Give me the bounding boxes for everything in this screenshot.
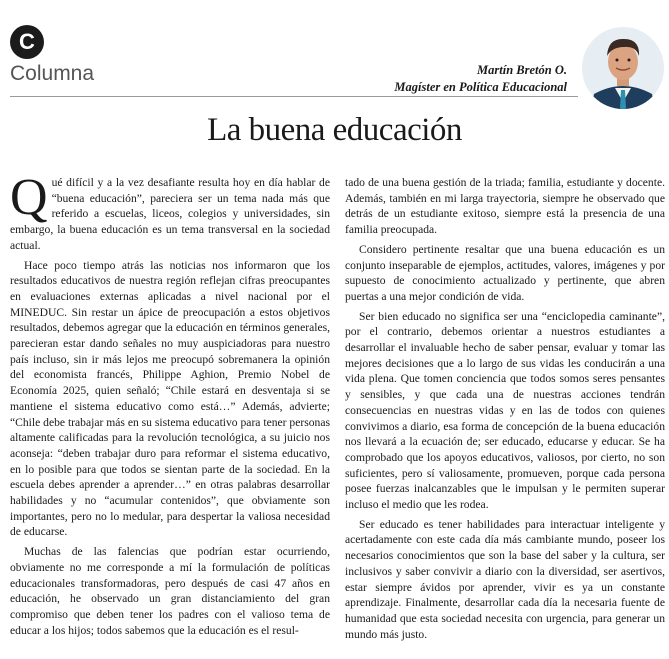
drop-cap: Q (10, 169, 48, 226)
article-paragraph (10, 169, 330, 254)
section-label: Columna (10, 62, 95, 85)
paragraph-text: ué difícil y a la vez desafiante resulta hoy en día hablar de “buena educación”, pareciera ser un tema nada más que referido a escuelas, liceos, colegios y universidades, sin embargo, la buena educación es un tema transversal en la sociedad actual. (10, 176, 330, 252)
author-name: Martín Bretón O. (477, 63, 567, 77)
column-badge: C (10, 25, 44, 59)
header-divider (10, 96, 578, 97)
article-paragraph: Ser educado es tener habilidades para interactuar inteligente y acertadamente con este cada día más cambiante mundo, poseer los necesarios conocimientos que son la base del saber y la cultura, ser inclusivos y saber convivir a diario con la diversidad, ser asertivos, estar siempre ávidos por aprender, vivir es ya un constante aprendizaje. Finalmente, desarrollar cada día la necesaria fuente de humanidad que esta sociedad necesita con urgencia, para generar un mundo más justo. (345, 517, 665, 641)
article-paragraph: Muchas de las falencias que podrían estar ocurriendo, obviamente no me corresponde a mí la formulación de políticas educacionales transformadoras, pero después de casi 47 años en educación, he observado un gran distanciamiento del gran compromiso que deben tener los padres con el valioso tema de educar a los hijos; todos sabemos que la educación es el resul- (10, 545, 330, 637)
article-paragraph: Hace poco tiempo atrás las noticias nos informaron que los resultados educativos de nuestra región reflejan cifras preocupantes en evaluaciones externas aplicadas a nivel nacional por el MINEDUC. Sin restar un ápice de preocupación a estos objetivos resultados, debemos agregar que la educación en términos generales, parecieran estar dando señales no muy auspiciadoras para nuestro país incluso, sin ir más lejos me preocupó sobremanera la opinión del economista francés, Philippe Aghion, Premio Nobel de Economía 2025, quien señaló; “Chile estará en desventaja si se mantiene el sistema educativo como está…” Además, advierte; “Chile debe trabajar más en su sistema educativo para tener personas altamente calificadas para la revolución tecnológica, a su juicio nos aconseja: “deben trabajar duro para reformar el sistema educativo, en lo posible para que todos se sientan parte de la sociedad. En la escuela debes aprender a aprender…” en otras palabras desarrollar habilidades y no “acumular contenidos”, que obviamente son importantes, pero no lo medular, para despertar la valiosa necesidad de educarse. (10, 258, 330, 539)
article-paragraph: tado de una buena gestión de la triada; familia, estudiante y docente. Además, también en mi larga trayectoria, siempre he observado que detrás de un estudiante exitoso, siempre está la presencia de una familia preocupada. (345, 176, 665, 237)
author-block (394, 62, 567, 96)
author-photo (582, 22, 664, 114)
article-column-left (10, 169, 330, 642)
article-column-right (345, 175, 665, 646)
article-paragraph: Ser bien educado no significa ser una “enciclopedia caminante”, por el contrario, debemos orientar a nuestros estudiantes a desarrollar el invaluable hecho de saber pensar, evaluar y tomar las mejores decisiones que a lo largo de sus vidas les conducirán a una vida plena. Que tomen conciencia que todos somos seres pensantes y sensibles, y que cada una de nuestras acciones tendrán consecuencias en nuestras vidas y en las de todos con quienes convivimos a diario, esa forma de concepción de la buena educación nos llevará a la ecuación de; ser educado, educarse y educar. Se ha comprobado que los apoyos educativos, valiosos, por cierto, no son suficientes, pero sí valiosamente, promueven, porque cada persona posee fuerzas inalcanzables que le impulsan y le permiten superar incluso el medio que les rodea. (345, 309, 665, 512)
article-paragraph: Considero pertinente resaltar que una buena educación es un conjunto inseparable de ejemplos, actitudes, valores, imágenes y por supuesto de conocimiento actualizado y pertinente, que abren puertas a una mejor condición de vida. (345, 242, 665, 303)
author-title: Magíster en Política Educacional (394, 80, 567, 94)
headline: La buena educación (207, 112, 462, 148)
